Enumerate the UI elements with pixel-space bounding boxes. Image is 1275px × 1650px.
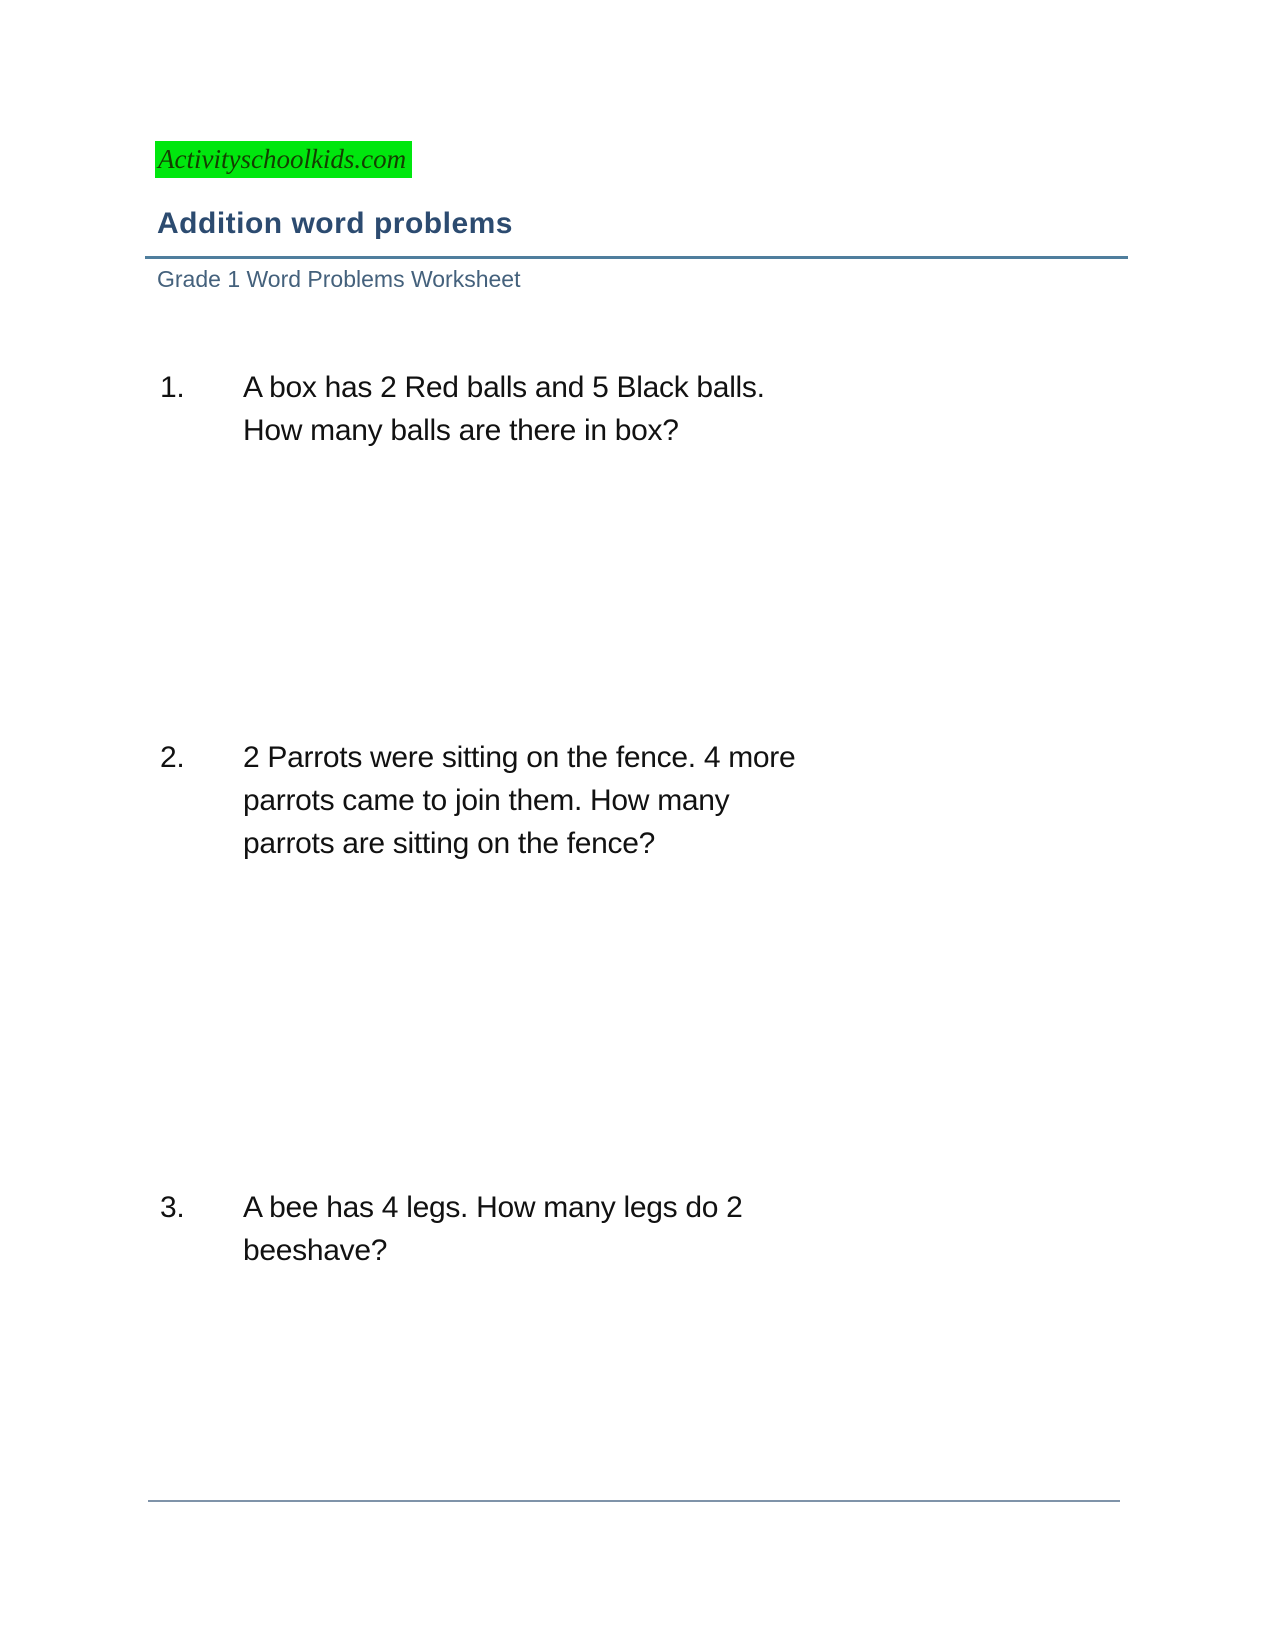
problem-line: How many balls are there in box? xyxy=(243,414,679,447)
problem-line: A box has 2 Red balls and 5 Black balls. xyxy=(243,371,765,404)
problem-item xyxy=(160,1186,743,1272)
problem-text xyxy=(243,1186,743,1272)
worksheet-title: Addition word problems xyxy=(157,207,513,240)
worksheet-subtitle: Grade 1 Word Problems Worksheet xyxy=(157,266,521,292)
site-label: Activityschoolkids.com xyxy=(155,141,412,178)
site-label-highlight xyxy=(155,141,412,178)
problem-number: 1. xyxy=(160,371,185,404)
problem-number: 2. xyxy=(160,741,185,774)
problem-line: parrots came to join them. How many xyxy=(243,784,730,817)
footer-divider xyxy=(148,1500,1120,1502)
problem-item xyxy=(160,366,765,452)
problem-line: 2 Parrots were sitting on the fence. 4 more xyxy=(243,741,796,774)
problem-number: 3. xyxy=(160,1191,185,1224)
problem-line: parrots are sitting on the fence? xyxy=(243,827,656,860)
title-divider xyxy=(145,256,1128,259)
problem-text xyxy=(243,736,795,865)
problem-line: A bee has 4 legs. How many legs do 2 xyxy=(243,1191,743,1224)
problem-line: beeshave? xyxy=(243,1234,388,1267)
problem-text xyxy=(243,366,765,452)
problem-item xyxy=(160,736,795,865)
